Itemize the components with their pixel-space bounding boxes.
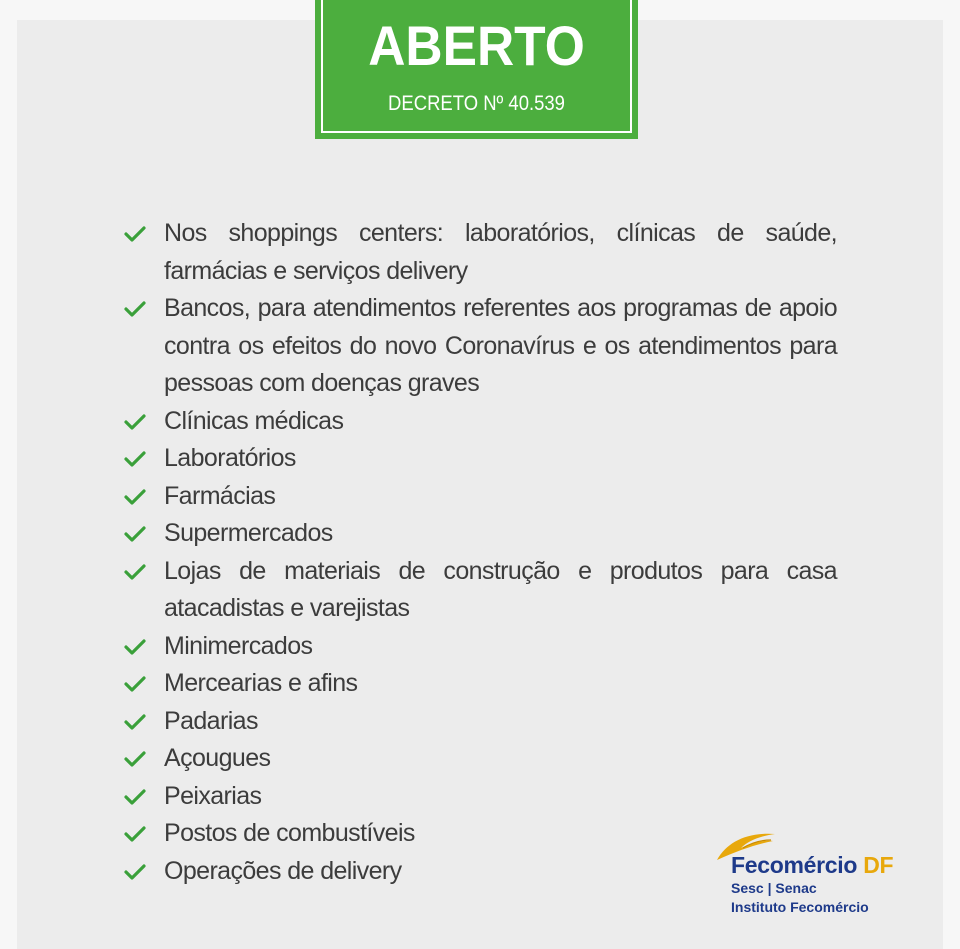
list-item-text: Operações de delivery: [164, 856, 402, 885]
checkmark-icon: [123, 225, 147, 243]
checkmark-icon: [123, 825, 147, 843]
list-item-text: Mercearias e afins: [164, 669, 358, 697]
checkmark-icon: [123, 450, 147, 468]
checkmark-icon: [123, 413, 147, 431]
checkmark-icon: [123, 300, 147, 318]
list-item-text: Padarias: [164, 706, 258, 735]
checkmark-icon: [123, 713, 147, 731]
logo-institute: Instituto Fecomércio: [731, 899, 869, 915]
list-item-text: Bancos, para atendimentos referentes aos programas de apoio contra os efeitos do novo Coronavírus e os atendimentos para pessoas com doenças graves: [164, 294, 837, 397]
checkmark-icon: [123, 750, 147, 768]
logo-subbrands: Sesc | Senac: [731, 880, 817, 896]
list-item: [121, 665, 837, 703]
list-item-text: Lojas de materiais de construção e produtos para casa atacadistas e varejistas: [164, 556, 837, 622]
list-item: [121, 403, 837, 441]
decree-number: DECRETO Nº 40.539: [388, 92, 565, 115]
banner-title: ABERTO: [368, 14, 585, 77]
list-item-text: Supermercados: [164, 519, 333, 547]
checkmark-icon: [123, 525, 147, 543]
logo-name-text: Fecomércio: [731, 852, 858, 878]
fecomercio-logo: [713, 828, 913, 928]
list-item-text: Açougues: [164, 744, 271, 772]
list-item: [121, 740, 837, 778]
list-item: [121, 290, 837, 403]
list-item-text: Minimercados: [164, 631, 313, 660]
list-item-text: Nos shoppings centers: laboratórios, clínicas de saúde, farmácias e serviços delivery: [164, 219, 837, 285]
checkmark-icon: [123, 863, 147, 881]
open-establishments-list: [121, 215, 837, 890]
checkmark-icon: [123, 675, 147, 693]
list-item: [121, 778, 837, 816]
list-item-text: Clínicas médicas: [164, 406, 344, 435]
status-banner: [315, 0, 638, 139]
list-item-text: Peixarias: [164, 781, 262, 810]
list-item: [121, 628, 837, 666]
logo-suffix: DF: [863, 852, 894, 878]
list-item: [121, 440, 837, 478]
logo-name: [731, 852, 893, 879]
checkmark-icon: [123, 638, 147, 656]
list-item: [121, 515, 837, 553]
list-item-text: Postos de combustíveis: [164, 819, 415, 847]
checkmark-icon: [123, 488, 147, 506]
checkmark-icon: [123, 563, 147, 581]
list-item-text: Farmácias: [164, 481, 276, 510]
list-item-text: Laboratórios: [164, 444, 296, 472]
list-item: [121, 478, 837, 516]
list-item: [121, 215, 837, 290]
list-item: [121, 703, 837, 741]
checkmark-icon: [123, 788, 147, 806]
list-item: [121, 553, 837, 628]
